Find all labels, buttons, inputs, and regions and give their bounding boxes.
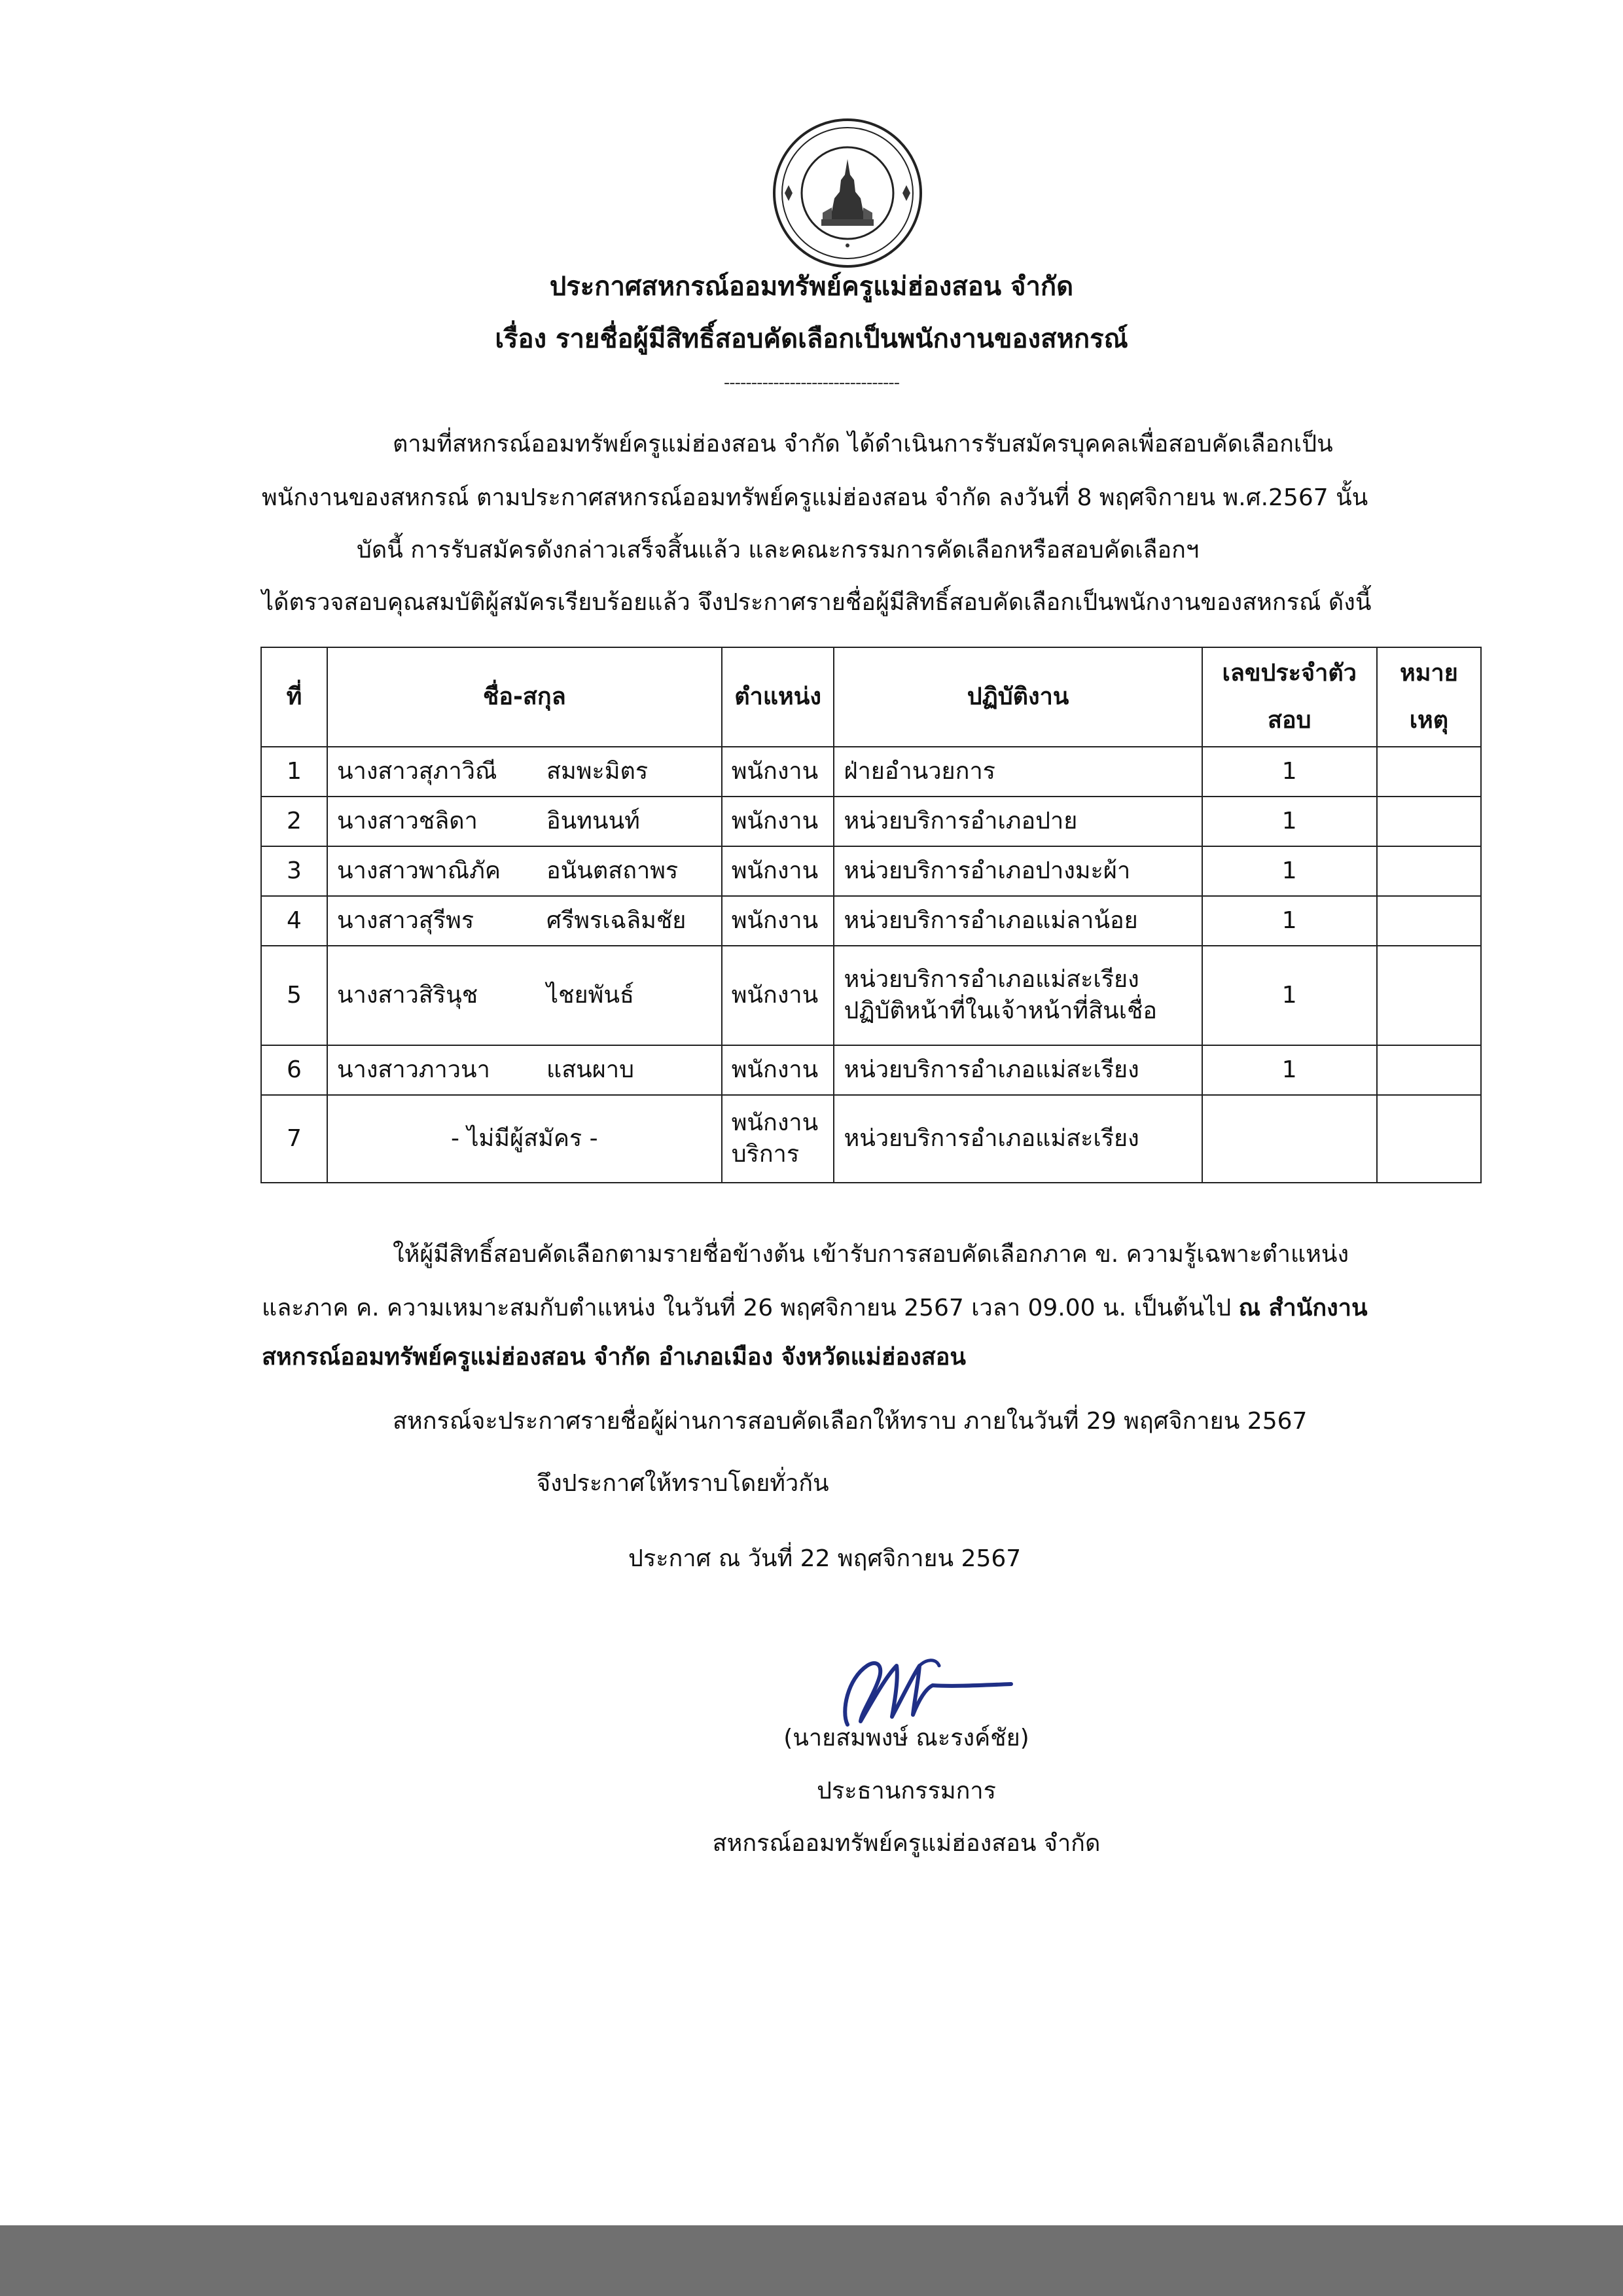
exam-paragraph-line-2-text: และภาค ค. ความเหมาะสมกับตำแหน่ง ในวันที่ 26 พฤศจิกายน 2567 เวลา 09.00 น. เป็นต้นไป xyxy=(262,1295,1232,1321)
row-name xyxy=(327,747,722,797)
row-unit: หน่วยบริการอำเภอปาย xyxy=(834,797,1202,846)
row-last-name: อินทนนท์ xyxy=(546,808,640,834)
row-no: 4 xyxy=(261,896,327,946)
scan-footer-bar xyxy=(0,2225,1623,2296)
intro-paragraph-1-line-1: ตามที่สหกรณ์ออมทรัพย์ครูแม่ฮ่องสอน จำกัด ได้ดำเนินการรับสมัครบุคคลเพื่อสอบคัดเลือกเป็น xyxy=(393,431,1333,457)
row-first-name: นางสาวพาณิภัค xyxy=(337,857,501,884)
announcement-title: ประกาศสหกรณ์ออมทรัพย์ครูแม่ฮ่องสอน จำกัด xyxy=(549,272,1074,302)
table-row xyxy=(261,846,1481,896)
header-note xyxy=(1377,647,1481,747)
row-name-no-applicant: - ไม่มีผู้สมัคร - xyxy=(327,1095,722,1183)
exam-location-prefix: ณ สำนักงาน xyxy=(1238,1295,1368,1321)
table-row xyxy=(261,797,1481,846)
row-last-name: อนันตสถาพร xyxy=(546,857,679,884)
row-last-name: ศรีพรเฉลิมชัย xyxy=(546,907,687,934)
row-exam-code: 1 xyxy=(1202,747,1377,797)
header-exam-code-line-1: เลขประจำตัว xyxy=(1222,660,1357,687)
row-no: 3 xyxy=(261,846,327,896)
intro-paragraph-2-line-1: บัดนี้ การรับสมัครดังกล่าวเสร็จสิ้นแล้ว และคณะกรรมการคัดเลือกหรือสอบคัดเลือกฯ xyxy=(357,537,1200,564)
row-position-line-2: บริการ xyxy=(731,1141,800,1168)
row-position xyxy=(722,1095,834,1183)
row-last-name: สมพะมิตร xyxy=(546,758,649,785)
table-row xyxy=(261,946,1481,1045)
row-unit: หน่วยบริการอำเภอปางมะผ้า xyxy=(834,846,1202,896)
header-note-line-1: หมาย xyxy=(1400,660,1458,687)
row-exam-code: 1 xyxy=(1202,896,1377,946)
row-unit xyxy=(834,946,1202,1045)
row-first-name: นางสาวภาวนา xyxy=(337,1056,490,1083)
row-unit-line-2: ปฏิบัติหน้าที่ในเจ้าหน้าที่สินเชื่อ xyxy=(844,997,1158,1024)
row-unit-line-1: หน่วยบริการอำเภอแม่สะเรียง xyxy=(844,966,1139,993)
result-announcement-line: สหกรณ์จะประกาศรายชื่อผู้ผ่านการสอบคัดเลือกให้ทราบ ภายในวันที่ 29 พฤศจิกายน 2567 xyxy=(393,1408,1308,1435)
header-exam-code-line-2: สอบ xyxy=(1268,707,1311,734)
table-row xyxy=(261,1045,1481,1095)
row-exam-code: 1 xyxy=(1202,846,1377,896)
row-first-name: นางสาวชลิดา xyxy=(337,808,478,834)
row-unit: หน่วยบริการอำเภอแม่ลาน้อย xyxy=(834,896,1202,946)
row-note xyxy=(1377,846,1481,896)
table-row xyxy=(261,747,1481,797)
intro-paragraph-2-line-2: ได้ตรวจสอบคุณสมบัติผู้สมัครเรียบร้อยแล้ว จึงประกาศรายชื่อผู้มีสิทธิ์สอบคัดเลือกเป็นพนักงานของสหกรณ์ ดังนี้ xyxy=(262,589,1372,616)
row-no: 6 xyxy=(261,1045,327,1095)
row-position: พนักงาน xyxy=(722,846,834,896)
row-unit: ฝ่ายอำนวยการ xyxy=(834,747,1202,797)
row-exam-code: 1 xyxy=(1202,1045,1377,1095)
row-no: 2 xyxy=(261,797,327,846)
exam-location: สหกรณ์ออมทรัพย์ครูแม่ฮ่องสอน จำกัด อำเภอเมือง จังหวัดแม่ฮ่องสอน xyxy=(262,1344,966,1371)
row-unit: หน่วยบริการอำเภอแม่สะเรียง xyxy=(834,1045,1202,1095)
header-unit: ปฏิบัติงาน xyxy=(834,647,1202,747)
row-note xyxy=(1377,896,1481,946)
row-position: พนักงาน xyxy=(722,747,834,797)
table-row xyxy=(261,896,1481,946)
row-last-name: แสนผาบ xyxy=(546,1056,634,1083)
row-note xyxy=(1377,946,1481,1045)
row-name xyxy=(327,896,722,946)
header-exam-code xyxy=(1202,647,1377,747)
row-first-name: นางสาวสิรินุช xyxy=(337,982,478,1009)
row-unit: หน่วยบริการอำเภอแม่สะเรียง xyxy=(834,1095,1202,1183)
row-position: พนักงาน xyxy=(722,1045,834,1095)
signatory-role: ประธานกรรมการ xyxy=(817,1778,996,1804)
header-position: ตำแหน่ง xyxy=(722,647,834,747)
announcement-date: ประกาศ ณ วันที่ 22 พฤศจิกายน 2567 xyxy=(628,1545,1022,1572)
notice-line: จึงประกาศให้ทราบโดยทั่วกัน xyxy=(537,1470,829,1497)
row-no: 1 xyxy=(261,747,327,797)
row-first-name: นางสาวสุภาวิณี xyxy=(337,758,497,785)
row-position: พนักงาน xyxy=(722,896,834,946)
row-note xyxy=(1377,1095,1481,1183)
row-note xyxy=(1377,797,1481,846)
table-header-row xyxy=(261,647,1481,747)
signatory-name: (นายสมพงษ์ ณะรงค์ชัย) xyxy=(783,1725,1029,1751)
intro-paragraph-1-line-2: พนักงานของสหกรณ์ ตามประกาศสหกรณ์ออมทรัพย์ครูแม่ฮ่องสอน จำกัด ลงวันที่ 8 พฤศจิกายน พ.ศ.2567 นั้น xyxy=(262,484,1368,511)
row-name xyxy=(327,946,722,1045)
row-last-name: ไชยพันธ์ xyxy=(546,982,634,1009)
cooperative-seal-icon xyxy=(769,115,926,272)
row-no: 5 xyxy=(261,946,327,1045)
exam-paragraph-line-2 xyxy=(262,1293,1368,1324)
row-note xyxy=(1377,747,1481,797)
row-exam-code xyxy=(1202,1095,1377,1183)
row-name xyxy=(327,797,722,846)
row-exam-code: 1 xyxy=(1202,946,1377,1045)
header-no: ที่ xyxy=(261,647,327,747)
title-separator: -------------------------------- xyxy=(723,373,900,393)
row-name xyxy=(327,846,722,896)
candidate-table xyxy=(260,647,1482,1183)
row-position-line-1: พนักงาน xyxy=(731,1109,819,1136)
header-note-line-2: เหตุ xyxy=(1409,707,1449,734)
signatory-organization: สหกรณ์ออมทรัพย์ครูแม่ฮ่องสอน จำกัด xyxy=(712,1830,1101,1857)
row-name xyxy=(327,1045,722,1095)
exam-paragraph-line-1: ให้ผู้มีสิทธิ์สอบคัดเลือกตามรายชื่อข้างต้น เข้ารับการสอบคัดเลือกภาค ข. ความรู้เฉพาะตำแหน่ง xyxy=(393,1241,1349,1268)
row-position: พนักงาน xyxy=(722,797,834,846)
row-position: พนักงาน xyxy=(722,946,834,1045)
row-note xyxy=(1377,1045,1481,1095)
row-no: 7 xyxy=(261,1095,327,1183)
row-first-name: นางสาวสุรีพร xyxy=(337,907,474,934)
announcement-subject: เรื่อง รายชื่อผู้มีสิทธิ์สอบคัดเลือกเป็นพนักงานของสหกรณ์ xyxy=(495,324,1128,354)
header-name: ชื่อ-สกุล xyxy=(327,647,722,747)
table-row xyxy=(261,1095,1481,1183)
row-exam-code: 1 xyxy=(1202,797,1377,846)
